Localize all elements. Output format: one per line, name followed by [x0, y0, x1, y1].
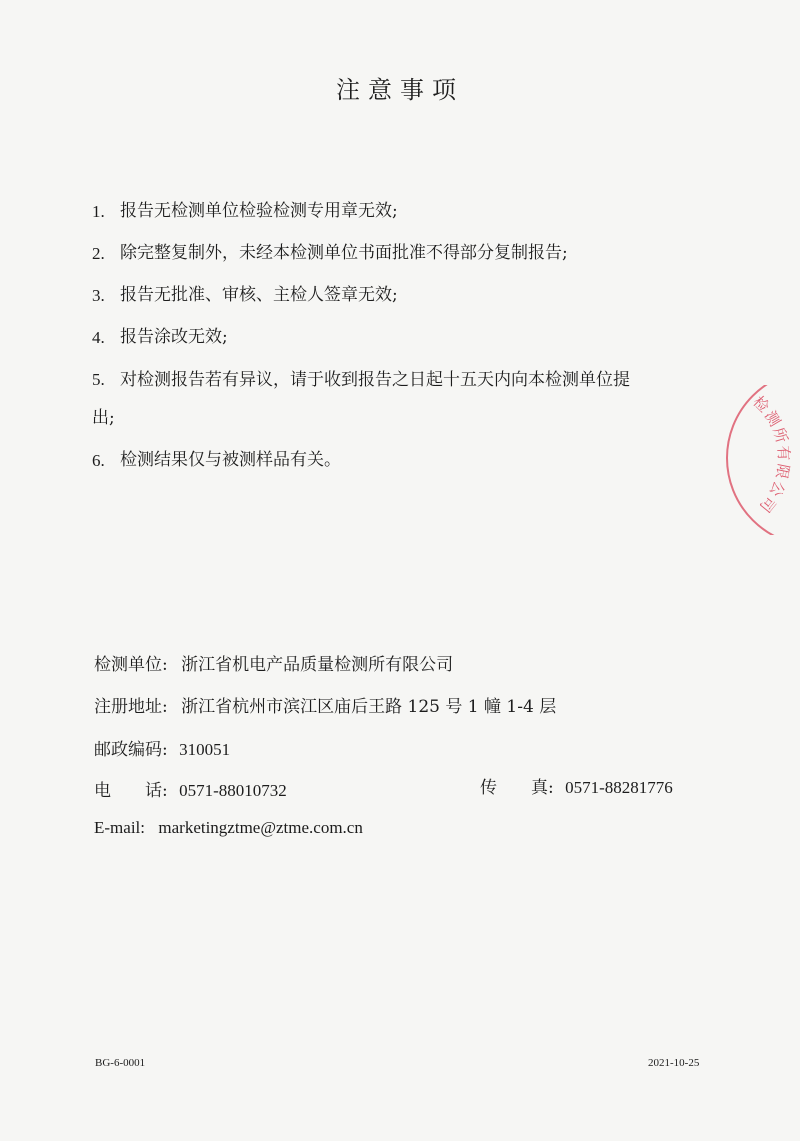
notice-text: 对检测报告若有异议，请于收到报告之日起十五天内向本检测单位提	[120, 370, 630, 390]
company-seal	[690, 385, 800, 535]
postcode-row	[94, 735, 230, 760]
address-value: 浙江省杭州市滨江区庙后王路 125 号 1 幢 1-4 层	[181, 697, 557, 717]
testing-unit-row	[94, 650, 453, 675]
testing-unit-label: 检测单位:	[94, 655, 168, 675]
notice-number: 5.	[92, 370, 105, 389]
notice-number: 3.	[92, 286, 105, 305]
page-title: 注意事项	[336, 76, 464, 104]
email-label: E-mail:	[94, 818, 145, 837]
phone-row	[94, 776, 287, 801]
seal-text: 检测所有限公司	[749, 392, 794, 518]
notice-list	[92, 197, 732, 488]
email-value: marketingztme@ztme.com.cn	[158, 818, 363, 837]
notice-number: 4.	[92, 328, 105, 347]
email-row	[94, 818, 363, 838]
notice-text: 报告无检测单位检验检测专用章无效;	[120, 201, 398, 221]
fax-row	[480, 773, 673, 798]
phone-label: 电 话:	[94, 781, 168, 801]
phone-value: 0571-88010732	[179, 781, 287, 800]
svg-text:检测所有限公司	[749, 393, 793, 518]
notice-item-1	[92, 197, 732, 226]
notice-number: 1.	[92, 202, 105, 221]
notice-item-3	[92, 281, 732, 310]
notice-text: 报告涂改无效;	[120, 327, 228, 347]
notice-number: 6.	[92, 451, 105, 470]
notice-item-2	[92, 239, 732, 268]
notice-text: 报告无批准、审核、主检人签章无效;	[120, 285, 398, 305]
notice-text: 除完整复制外，未经本检测单位书面批准不得部分复制报告;	[120, 243, 568, 263]
address-row	[94, 692, 556, 717]
notice-text-continuation: 出;	[92, 408, 115, 428]
testing-unit-value: 浙江省机电产品质量检测所有限公司	[181, 655, 454, 675]
notice-item-6	[92, 446, 732, 475]
document-date: 2021-10-25	[648, 1057, 700, 1069]
notice-item-5	[92, 361, 732, 437]
address-label: 注册地址:	[94, 697, 168, 717]
notice-text: 检测结果仅与被测样品有关。	[120, 450, 341, 470]
form-code: BG-6-0001	[95, 1057, 146, 1069]
postcode-label: 邮政编码:	[94, 740, 168, 760]
notice-item-4	[92, 323, 732, 352]
postcode-value: 310051	[179, 740, 231, 759]
fax-label: 传 真:	[480, 778, 554, 798]
fax-value: 0571-88281776	[565, 778, 673, 797]
notice-number: 2.	[92, 244, 105, 263]
